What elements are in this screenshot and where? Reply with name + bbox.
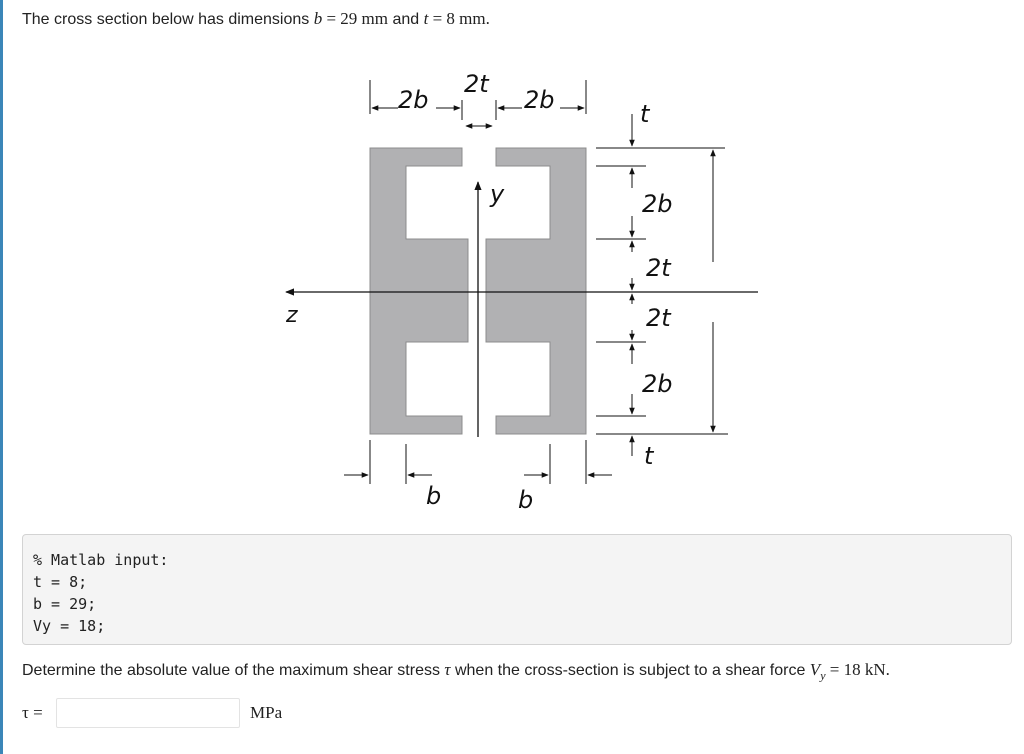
matlab-input-block (22, 534, 1012, 645)
t-symbol: t (423, 9, 429, 28)
b-symbol: b (313, 9, 323, 28)
intro-prefix: The cross section below has dimensions (22, 11, 314, 28)
dim-2b-right-upper: 2b (642, 190, 673, 218)
section-left-half (370, 148, 468, 434)
dim-t-top: t (640, 100, 650, 128)
dim-2t-right-upper: 2t (646, 254, 671, 282)
y-axis-label: y (490, 180, 505, 208)
v-subscript: y (820, 668, 826, 683)
dim-t-bottom: t (644, 442, 654, 470)
right-dimensions (596, 114, 728, 456)
z-axis-label: z (286, 303, 298, 328)
bottom-dimensions (344, 440, 612, 484)
question-middle: when the cross-section is subject to a shear force (450, 662, 810, 679)
shear-force-value: = 18 kN. (825, 660, 890, 679)
dim-2b-right-lower: 2b (642, 370, 673, 398)
code-line-vy: Vy = 18; (33, 617, 106, 635)
b-value: = 29 mm (322, 9, 388, 28)
dim-2t-right-lower: 2t (646, 304, 671, 332)
dim-2b-top-left: 2b (398, 86, 429, 114)
question-prefix: Determine the absolute value of the maximum shear stress (22, 662, 445, 679)
tau-answer-label: τ = (22, 703, 43, 722)
tau-answer-input[interactable] (56, 698, 240, 728)
unit-label: MPa (250, 703, 283, 722)
shear-force-expression (809, 660, 890, 683)
t-value: = 8 mm. (428, 9, 490, 28)
cross-section-figure (270, 64, 770, 524)
v-symbol: V (809, 660, 821, 679)
dim-b-bottom-right: b (518, 486, 534, 514)
code-line-comment: % Matlab input: (33, 551, 169, 569)
dim-2t-top: 2t (464, 70, 489, 98)
code-line-t: t = 8; (33, 573, 88, 591)
dim-2b-top-right: 2b (524, 86, 555, 114)
question-text (22, 660, 890, 683)
and-text: and (388, 11, 424, 28)
tau-glyph: τ (444, 660, 451, 679)
problem-statement (22, 9, 490, 29)
b-dimension (314, 9, 388, 28)
code-line-b: b = 29; (33, 595, 97, 613)
left-accent-rule (0, 0, 3, 754)
t-dimension (424, 9, 490, 28)
dim-b-bottom-left: b (426, 482, 442, 510)
